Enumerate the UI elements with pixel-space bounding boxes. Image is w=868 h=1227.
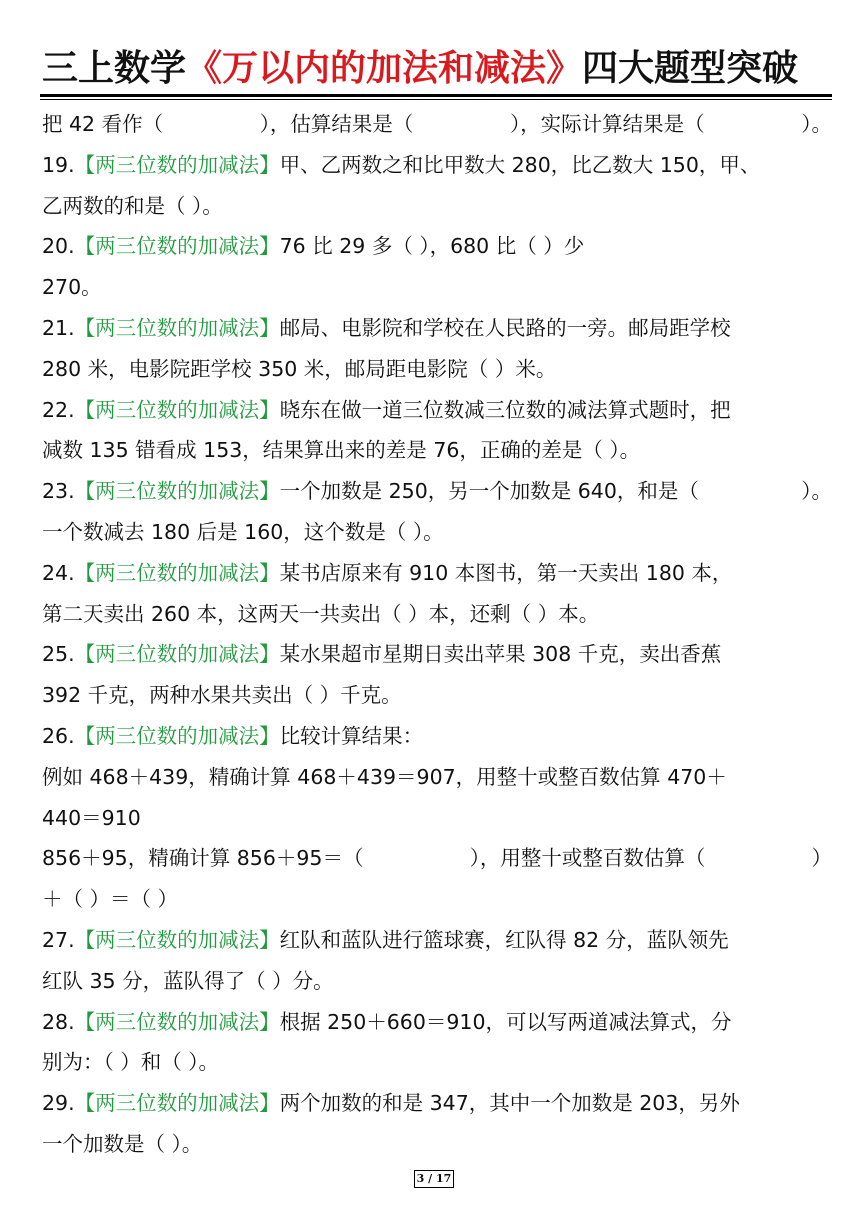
question-line [42,226,832,267]
line-segment: ），估算结果是（ [259,112,414,136]
question-text: 某书店原来有 910 本图书，第一天卖出 180 本， [279,560,733,585]
text-line [42,1042,832,1083]
text-line [42,838,832,879]
question-line [42,308,832,349]
question-text: 两个加数的和是 347，其中一个加数是 203，另外 [279,1091,740,1116]
text-line [42,961,832,1002]
header-rule-thick [40,94,832,97]
question-text: ＋（ ）＝（ ） [42,887,179,912]
question-line [42,553,832,594]
text-line [42,471,832,512]
question-text: 76 比 29 多（ ），680 比（ ）少 [279,234,585,259]
question-text: 晓东在做一道三位数减三位数的减法算式题时，把 [279,397,731,422]
text-line [42,1124,832,1165]
question-text: 280 米，电影院距学校 350 米，邮局距电影院（ ）米。 [42,356,557,381]
text-line [42,267,832,308]
page-header [42,40,832,98]
header-prefix: 三上数学 [42,48,187,89]
question-text: 减数 135 错看成 153，结果算出来的差是 76，正确的差是（ ）。 [42,438,641,463]
text-line [42,430,832,471]
text-line [42,879,832,920]
line-segment: ） [811,846,832,871]
question-text: 红队和蓝队进行篮球赛，红队得 82 分，蓝队领先 [279,927,729,952]
line-segment: ），用整十或整百数估算（ [469,846,706,871]
header-highlight: 《万以内的加法和减法》 [186,48,583,89]
topic-tag: 【两三位数的加减法】 [74,927,280,952]
text-line [42,757,832,798]
question-number: 26. [42,723,75,748]
topic-tag: 【两三位数的加减法】 [74,234,280,259]
line-segment: ），实际计算结果是（ [509,112,705,136]
question-line [42,390,832,431]
text-line [42,675,832,716]
topic-tag: 【两三位数的加减法】 [74,723,280,748]
question-line [42,1002,832,1043]
line-segment: 把 42 看作（ [42,112,164,136]
question-number: 23. [42,479,75,504]
question-number: 29. [42,1091,75,1116]
question-number: 20. [42,234,75,259]
topic-tag: 【两三位数的加减法】 [74,560,280,585]
question-text: 270。 [42,275,102,300]
line-segment: 856＋95，精确计算 856＋95＝（ [42,846,364,871]
text-line [42,594,832,635]
text-line [42,186,832,227]
question-text: 一个加数是（ ）。 [42,1131,203,1156]
text-line [42,798,832,839]
topic-tag: 【两三位数的加减法】 [74,315,280,340]
question-text: 第二天卖出 260 本，这两天一共卖出（ ）本，还剩（ ）本。 [42,601,600,626]
topic-tag: 【两三位数的加减法】 [74,479,280,504]
header-suffix: 四大题型突破 [582,48,799,89]
question-text: 邮局、电影院和学校在人民路的一旁。邮局距学校 [279,315,731,340]
question-line [42,1083,832,1124]
question-number: 19. [42,152,75,177]
question-line [42,920,832,961]
question-number: 22. [42,397,75,422]
question-line [42,634,832,675]
question-text: 比较计算结果： [279,723,424,748]
question-text: 甲、乙两数之和比甲数大 280，比乙数大 150，甲、 [279,152,761,177]
question-text: 别为：（ ）和（ ）。 [42,1050,220,1075]
question-list [42,104,832,1165]
line-segment: ）。 [801,112,832,136]
topic-tag: 【两三位数的加减法】 [74,1091,280,1116]
text-line [42,349,832,390]
question-number: 24. [42,560,75,585]
line-segment: ）。 [801,479,832,504]
question-number: 28. [42,1009,75,1034]
question-text: 一个数减去 180 后是 160，这个数是（ ）。 [42,519,444,544]
question-text: 392 千克，两种水果共卖出（ ）千克。 [42,683,402,708]
question-text: 红队 35 分，蓝队得了（ ）分。 [42,968,334,993]
topic-tag: 【两三位数的加减法】 [74,152,280,177]
question-number: 27. [42,927,75,952]
topic-tag: 【两三位数的加减法】 [74,642,280,667]
question-number: 21. [42,315,75,340]
text-line [42,512,832,553]
question-text: 一个加数是 250，另一个加数是 640，和是（ [279,479,699,504]
question-line [42,716,832,757]
question-number: 25. [42,642,75,667]
question-text: 某水果超市星期日卖出苹果 308 千克，卖出香蕉 [279,642,722,667]
question-text: 根据 250＋660＝910，可以写两道减法算式，分 [279,1009,732,1034]
topic-tag: 【两三位数的加减法】 [74,397,280,422]
question-line [42,145,832,186]
text-line [42,104,832,145]
page-number: 3 / 17 [414,1170,454,1188]
line-segment [42,471,699,512]
header-rule-thin [40,99,832,100]
question-text: 乙两数的和是（ ）。 [42,193,223,218]
question-text: 例如 468＋439，精确计算 468＋439＝907，用整十或整百数估算 470＋ [42,764,727,789]
topic-tag: 【两三位数的加减法】 [74,1009,280,1034]
question-text: 440＝910 [42,805,141,830]
